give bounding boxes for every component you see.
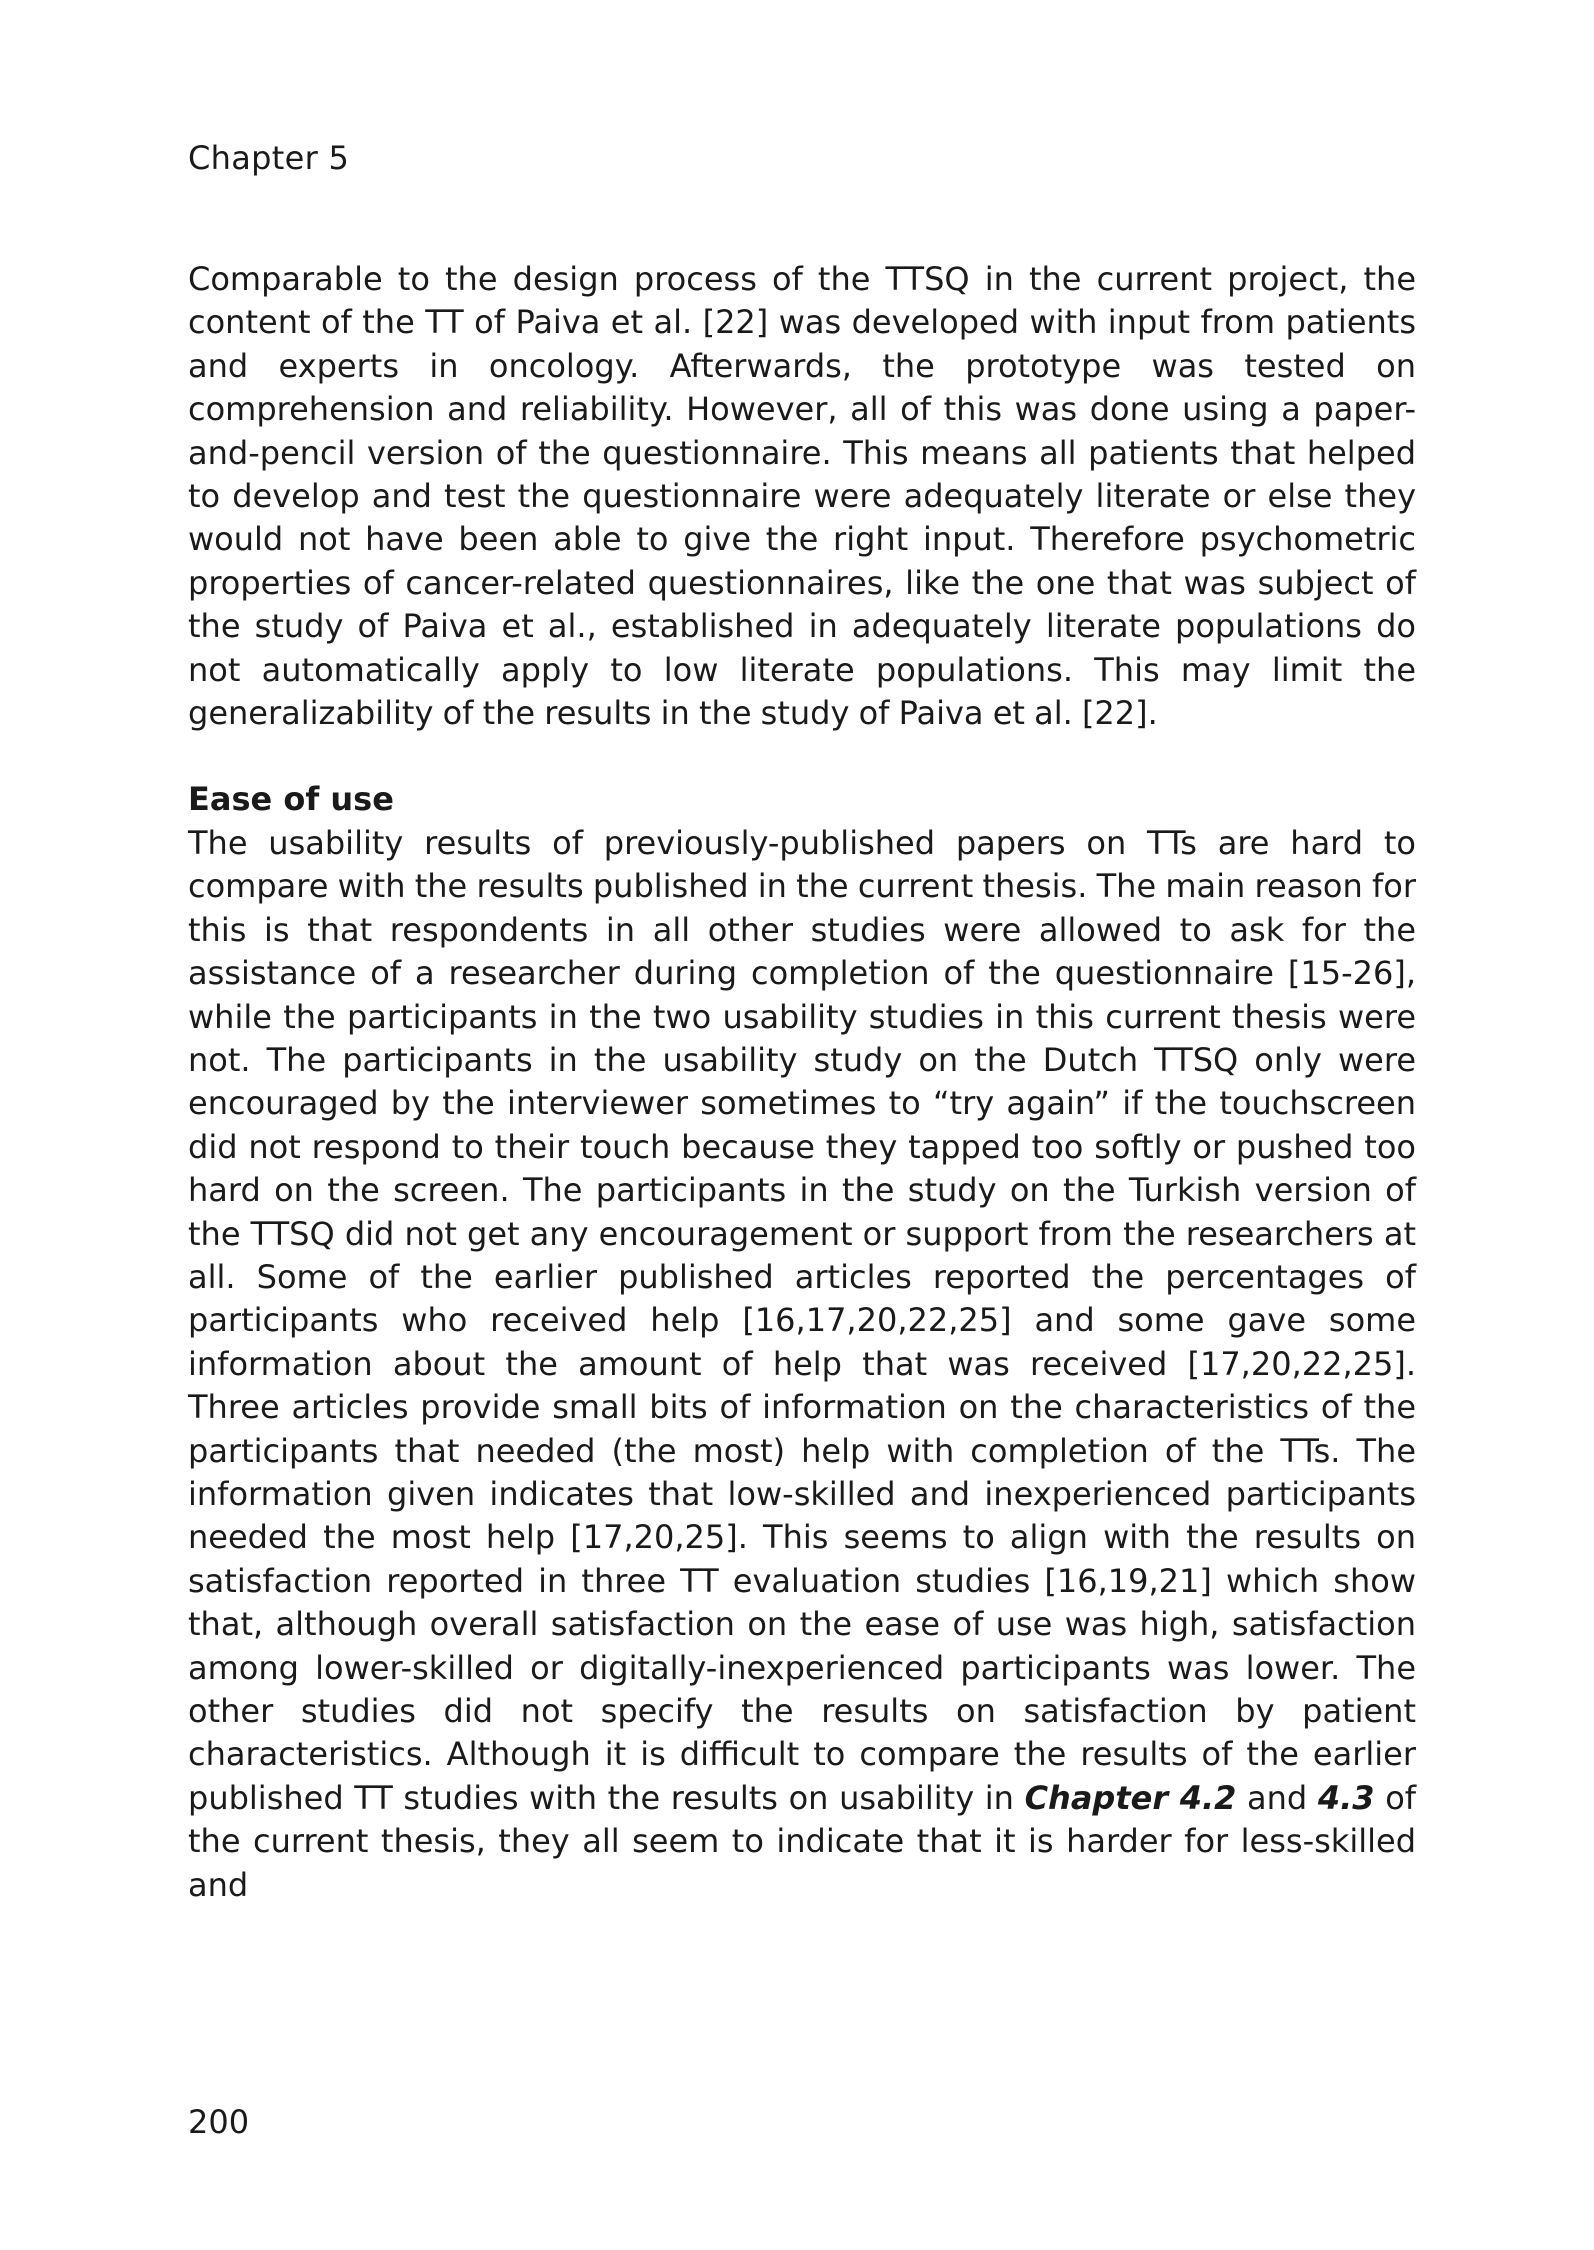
ease-of-use-text-start: The usability results of previously-published papers on TTs are hard to compare with the results published in the current thesis. The main reason for this is that respondents in all other studies were allowed to ask for the assistance of a researcher during completion of the questionnaire [15-26], while the participants in the two usability studies in this current thesis were not. The participants in the usability study on the Dutch TTSQ only were encouraged by the interviewer sometimes to “try again” if the touchscreen did not respond to their touch because they tapped too softly or pushed too hard on the screen. The participants in the study on the Turkish version of the TTSQ did not get any encouragement or support from the researchers at all. Some of the earlier published articles reported the percentages of participants who received help [16,17,20,22,25] and some gave some information about the amount of help that was received [17,20,22,25]. Three articles provide small bits of information on the characteristics of the participants that needed (the most) help with completion of the TTs. The information given indicates that low-skilled and inexperienced participants needed the most help [17,20,25]. This seems to align with the results on satisfaction reported in three TT evaluation studies [16,19,21] which show that, although overall satisfaction on the ease of use was high, satisfaction among lower-skilled or digitally-inexperienced participants was lower. The other studies did not specify the results on satisfaction by patient characteristics. Although it is difficult to compare the results of the earlier published TT studies with the results on usability in — [188, 823, 1416, 1817]
chapter-reference-4-2: Chapter 4.2 — [1024, 1778, 1237, 1817]
paragraph-ease-of-use — [188, 822, 1416, 1907]
ease-of-use-text-and: and — [1236, 1778, 1318, 1817]
section-heading-ease-of-use: Ease of use — [188, 780, 394, 819]
paragraph-paiva-comparison: Comparable to the design process of the TTSQ in the current project, the content of the TT of Paiva et al. [22] was developed with input from patients and experts in oncology. Afterwards, the prototype was tested on comprehension and reliability. However, all of this was done using a paper-and-pencil version of the questionnaire. This means all patients that helped to develop and test the questionnaire were adequately literate or else they would not have been able to give the right input. Therefore psychometric properties of cancer-related questionnaires, like the one that was subject of the study of Paiva et al., established in adequately literate populations do not automatically apply to low literate populations. This may limit the generalizability of the results in the study of Paiva et al. [22]. — [188, 260, 1416, 733]
body-text — [188, 258, 1416, 1907]
chapter-reference-4-3: 4.3 — [1317, 1778, 1375, 1817]
ease-of-use-text-end: of the current thesis, they all seem to indicate that it is harder for less-skilled and — [188, 1778, 1417, 1904]
page-number: 200 — [188, 2103, 250, 2141]
running-header: Chapter 5 — [188, 139, 350, 177]
